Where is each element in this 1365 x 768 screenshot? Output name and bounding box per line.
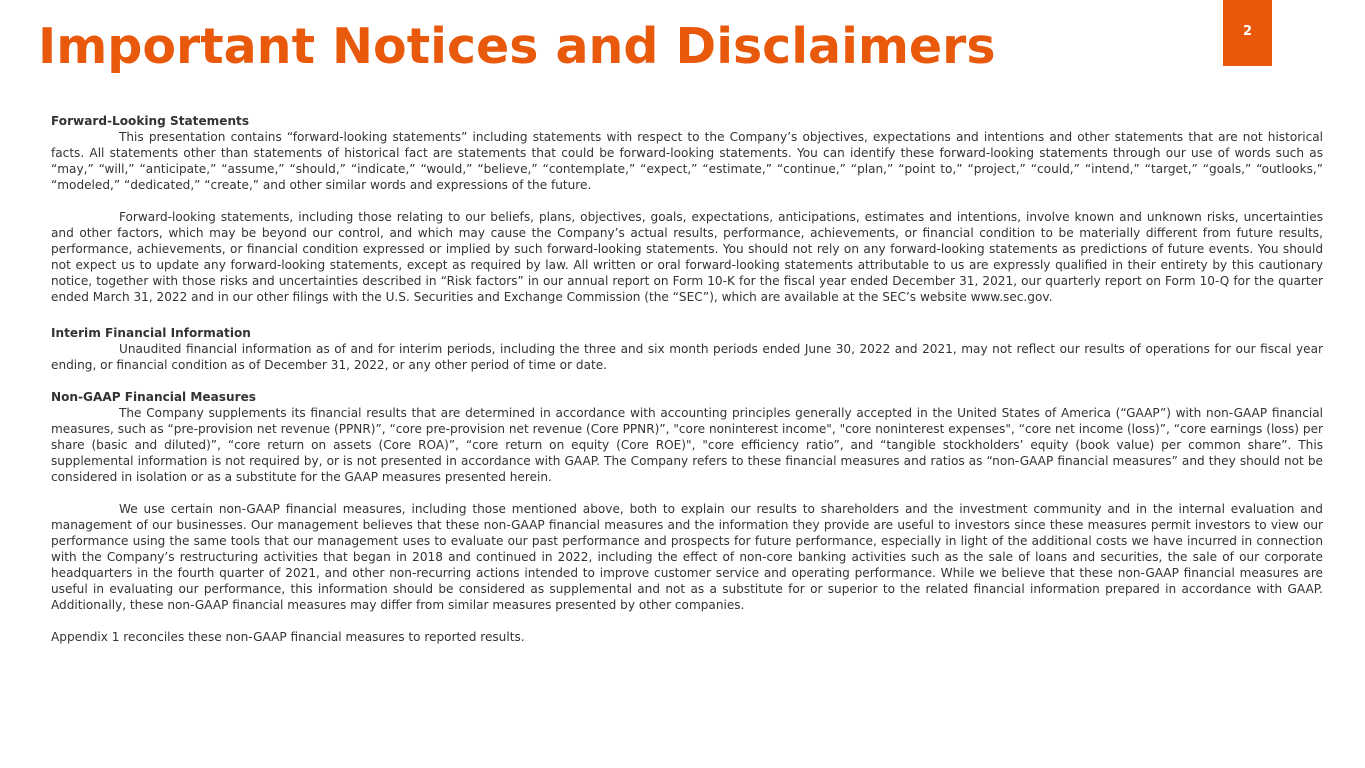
spacer bbox=[51, 193, 1323, 209]
spacer bbox=[51, 485, 1323, 501]
spacer bbox=[51, 613, 1323, 629]
page-title: Important Notices and Disclaimers bbox=[38, 18, 996, 75]
spacer bbox=[51, 305, 1323, 325]
spacer bbox=[51, 373, 1323, 389]
forward-looking-paragraph-2: Forward-looking statements, including those relating to our beliefs, plans, objectives, goals, expectations, anticipations, estimates and intentions, involve known and unknown risks, uncertainties and other factors, which may be beyond our control, and which may cause the Company’s actual results, performance, achievements, or financial condition to be materially different from future results, performance, achievements, or financial condition expressed or implied by such forward-looking statements. You should not rely on any forward-looking statements as predictions of future events. You should not expect us to update any forward-looking statements, except as required by law. All written or oral forward-looking statements attributable to us are expressly qualified in their entirety by this cautionary notice, together with those risks and uncertainties described in “Risk factors” in our annual report on Form 10-K for the fiscal year ended December 31, 2021, our quarterly report on Form 10-Q for the quarter ended March 31, 2022 and in our other filings with the U.S. Securities and Exchange Commission (the “SEC”), which are available at the SEC’s website www.sec.gov. bbox=[51, 210, 1323, 304]
forward-looking-heading: Forward-Looking Statements bbox=[51, 114, 250, 128]
page-number-badge: 2 bbox=[1223, 0, 1272, 66]
non-gaap-paragraph-3: Appendix 1 reconciles these non-GAAP financial measures to reported results. bbox=[51, 630, 525, 644]
non-gaap-paragraph-2: We use certain non-GAAP financial measures, including those mentioned above, both to explain our results to shareholders and the investment community and in the internal evaluation and management of our businesses. Our management believes that these non-GAAP financial measures and the information they provide are useful to investors since these measures permit investors to view our performance using the same tools that our management uses to evaluate our past performance and prospects for future performance, especially in light of the additional costs we have incurred in connection with the Company’s restructuring activities that began in 2018 and continued in 2022, including the effect of non-core banking activities such as the sale of loans and securities, the sale of our corporate headquarters in the fourth quarter of 2021, and other non-recurring actions intended to improve customer service and operating performance. While we believe that these non-GAAP financial measures are useful in evaluating our performance, this information should be considered as supplemental and not as a substitute for or superior to the related financial information prepared in accordance with GAAP. Additionally, these non-GAAP financial measures may differ from similar measures presented by other companies. bbox=[51, 502, 1323, 612]
disclaimer-body bbox=[51, 113, 1323, 645]
interim-paragraph-1: Unaudited financial information as of and for interim periods, including the three and six month periods ended June 30, 2022 and 2021, may not reflect our results of operations for our fiscal year ending, or financial condition as of December 31, 2022, or any other period of time or date. bbox=[51, 342, 1323, 372]
non-gaap-paragraph-1: The Company supplements its financial results that are determined in accordance with accounting principles generally accepted in the United States of America (“GAAP”) with non-GAAP financial measures, such as “pre-provision net revenue (PPNR)”, “core pre-provision net revenue (Core PPNR)”, "core noninterest income", "core noninterest expenses", “core net income (loss)”, “core earnings (loss) per share (basic and diluted)”, “core return on assets (Core ROA)”, “core return on equity (Core ROE)", "core efficiency ratio”, and “tangible stockholders’ equity (book value) per common share”. This supplemental information is not required by, or is not presented in accordance with GAAP. The Company refers to these financial measures and ratios as “non-GAAP financial measures” and they should not be considered in isolation or as a substitute for the GAAP measures presented herein. bbox=[51, 406, 1323, 484]
forward-looking-paragraph-1: This presentation contains “forward-looking statements” including statements with respect to the Company’s objectives, expectations and intentions and other statements that are not historical facts. All statements other than statements of historical fact are statements that could be forward-looking statements. You can identify these forward-looking statements through our use of words such as “may,” “will,” “anticipate,” “assume,” “should,” “indicate,” “would,” “believe,” “contemplate,” “expect,” “estimate,” “continue,” “plan,” “point to,” “project,” “could,” “intend,” “target,” “goals,” “outlooks,” “modeled,” “dedicated,” “create,” and other similar words and expressions of the future. bbox=[51, 130, 1323, 192]
non-gaap-heading: Non-GAAP Financial Measures bbox=[51, 390, 256, 404]
interim-heading: Interim Financial Information bbox=[51, 326, 251, 340]
